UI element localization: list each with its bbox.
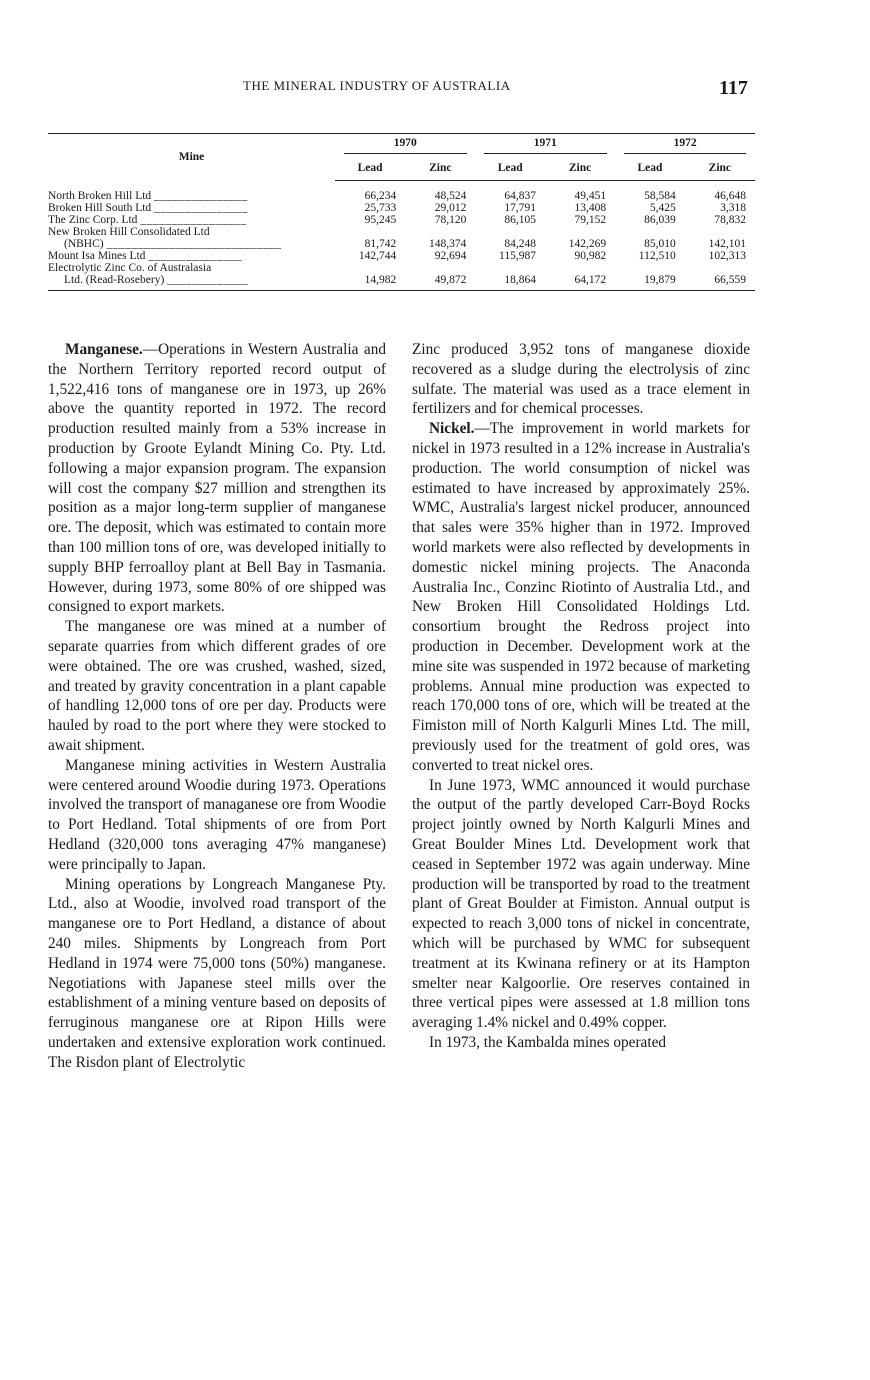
value-cell: 64,837 bbox=[504, 190, 536, 202]
paragraph-nickel bbox=[412, 419, 750, 775]
value-cell: 115,987 bbox=[499, 250, 536, 262]
mine-name-cell bbox=[48, 262, 335, 274]
mine-production-table bbox=[48, 133, 755, 291]
value-cell bbox=[545, 262, 615, 274]
value-cell: 17,791 bbox=[504, 202, 536, 214]
paragraph: Manganese mining activities in Western Australia were centered around Woodie during 1973. Operations involved the transport of managanese ore from Woodie to Port Hedland. Total shipments of ore from Port Hedland (320,000 tons averaging 47% manganese) were principally to Japan. bbox=[48, 756, 386, 873]
value-cell: 49,872 bbox=[405, 274, 475, 291]
table-row bbox=[48, 250, 755, 262]
value-cell bbox=[475, 226, 545, 238]
value-cell: 49,451 bbox=[574, 190, 607, 202]
dot-leader: _______________ bbox=[148, 250, 243, 262]
mine-name-cell bbox=[48, 238, 335, 250]
value-cell bbox=[685, 262, 755, 274]
page-number: 117 bbox=[719, 77, 748, 99]
value-cell: 18,864 bbox=[475, 274, 545, 291]
value-cell bbox=[685, 226, 755, 238]
paragraph-manganese bbox=[48, 340, 386, 617]
value-cell bbox=[615, 226, 685, 238]
column-header-mine: Mine bbox=[48, 134, 335, 181]
run-in-heading-nickel: Nickel. bbox=[429, 420, 475, 438]
mine-name-cell bbox=[48, 202, 335, 214]
table-row bbox=[48, 238, 755, 250]
value-cell: 58,584 bbox=[644, 190, 676, 202]
mine-name-cell bbox=[48, 190, 335, 202]
value-cell: 48,524 bbox=[434, 190, 467, 202]
column-header-year-1970: 1970 bbox=[335, 134, 475, 157]
value-cell: 14,982 bbox=[335, 274, 405, 291]
column-header-lead-1971: Lead bbox=[475, 156, 545, 181]
paragraph: In June 1973, WMC announced it would purchase the output of the partly developed Carr-Boyd Rocks project jointly owned by North Kalgurli Mines and Great Boulder Mines Ltd. Development work that ceased in September 1972 was again underway. Mine production will be transported by road to the treatment plant of Great Boulder at Fimiston. Annual output is expected to reach 3,000 tons of nickel in concentrate, which will be purchased by WMC for subsequent treatment at its Kwinana refinery or at its Hampton smelter near Kalgoorlie. Ore reserves contained in three vertical pipes were assessed at 1.8 million tons averaging 1.4% nickel and 0.49% copper. bbox=[412, 776, 750, 1032]
mine-name: New Broken Hill Consolidated Ltd bbox=[48, 226, 210, 238]
mine-name-cell bbox=[48, 274, 335, 291]
mine-name: Ltd. (Read-Rosebery) bbox=[64, 274, 165, 286]
value-cell bbox=[405, 262, 475, 274]
dot-leader: _____________ bbox=[167, 274, 249, 286]
paragraph: The manganese ore was mined at a number of separate quarries from which different grades of ore were obtained. The ore was crushed, washed, sized, and treated by gravity concentration in a plant capable of handling 12,000 tons of ore per day. Products were hauled by road to the port where they were stocked to await shipment. bbox=[48, 618, 386, 754]
value-cell: 102,313 bbox=[708, 250, 746, 262]
value-cell bbox=[475, 262, 545, 274]
mine-name: (NBHC) bbox=[64, 238, 104, 250]
table-row bbox=[48, 202, 755, 214]
table-row bbox=[48, 226, 755, 238]
value-cell: 90,982 bbox=[574, 250, 607, 262]
dot-leader: _______________ bbox=[154, 190, 248, 202]
value-cell: 86,039 bbox=[644, 214, 676, 226]
column-header-zinc-1971: Zinc bbox=[545, 156, 615, 181]
paragraph: Mining operations by Longreach Manganese Pty. Ltd., also at Woodie, involved road transport of the manganese ore to Port Hedland, a distance of about 240 miles. Shipments by Longreach from Port Hedland in 1974 were 75,000 tons (50%) manganese. Negotiations with Japanese steel mills over the establishment of a mining venture based on deposits of ferruginous manganese ore at Ripon Hills were undertaken and extensive exploration work continued. The Risdon plant of Electrolytic bbox=[48, 875, 386, 1071]
column-header-zinc-1970: Zinc bbox=[405, 156, 475, 181]
table-row bbox=[48, 190, 755, 202]
paragraph-continued: Zinc produced 3,952 tons of manganese dioxide recovered as a sludge during the electrolysis of zinc sulfate. The material was used as a trace element in fertilizers and for chemical processes. bbox=[412, 341, 750, 418]
value-cell: 148,374 bbox=[429, 238, 467, 250]
value-cell bbox=[335, 226, 405, 238]
column-header-year-1972: 1972 bbox=[615, 134, 755, 157]
column-header-lead-1972: Lead bbox=[615, 156, 685, 181]
value-cell: 86,105 bbox=[504, 214, 536, 226]
column-header-lead-1970: Lead bbox=[335, 156, 405, 181]
value-cell: 142,101 bbox=[708, 238, 746, 250]
mine-production-table-container bbox=[48, 133, 755, 291]
value-cell: 81,742 bbox=[364, 238, 397, 250]
value-cell: 92,694 bbox=[434, 250, 467, 262]
value-cell: 64,172 bbox=[545, 274, 615, 291]
value-cell bbox=[615, 262, 685, 274]
paragraph-text: —The improvement in world markets for nickel in 1973 resulted in a 12% increase in Australia's production. The world consumption of nickel was estimated to have increased by approximately 25%. WMC, Australia's largest nickel producer, announced that sales were 35% higher than in 1972. Improved world markets were also reflected by developments in domestic nickel mining projects. The Anaconda Australia Inc., Conzinc Riotinto of Australia Ltd., and New Broken Hill Consolidated Holdings Ltd. consortium brought the Redross project into production in December. Development work at the mine site was suspended in 1972 because of marketing problems. Annual mine production was expected to reach 170,000 tons of ore, which will be treated at the Fimiston mill of North Kalgurli Mines Ltd. The mill, previously used for the treatment of gold ores, was converted to treat nickel ores. bbox=[412, 420, 750, 774]
value-cell: 85,010 bbox=[644, 238, 676, 250]
dot-leader: ____________________________ bbox=[106, 238, 282, 250]
paragraph: In 1973, the Kambalda mines operated bbox=[429, 1033, 667, 1051]
value-cell: 78,120 bbox=[434, 214, 467, 226]
value-cell: 5,425 bbox=[649, 202, 676, 214]
mine-name: North Broken Hill Ltd bbox=[48, 190, 152, 202]
right-text-column bbox=[412, 340, 750, 1053]
mine-name: Broken Hill South Ltd bbox=[48, 202, 152, 214]
column-header-year-1971: 1971 bbox=[475, 134, 615, 157]
value-cell: 79,152 bbox=[574, 214, 607, 226]
mine-name-cell bbox=[48, 250, 335, 262]
dot-leader: _________________ bbox=[140, 214, 247, 226]
mine-name: Mount Isa Mines Ltd bbox=[48, 250, 146, 262]
running-header: THE MINERAL INDUSTRY OF AUSTRALIA bbox=[243, 78, 511, 93]
value-cell: 142,744 bbox=[358, 250, 397, 262]
table-body bbox=[48, 181, 755, 291]
value-cell: 19,879 bbox=[615, 274, 685, 291]
mine-name-cell bbox=[48, 214, 335, 226]
value-cell: 84,248 bbox=[504, 238, 536, 250]
table-row bbox=[48, 262, 755, 274]
value-cell bbox=[335, 262, 405, 274]
mine-name: The Zinc Corp. Ltd bbox=[48, 214, 138, 226]
value-cell: 29,012 bbox=[434, 202, 467, 214]
value-cell: 46,648 bbox=[714, 190, 746, 202]
value-cell: 3,318 bbox=[720, 202, 746, 214]
column-header-zinc-1972: Zinc bbox=[685, 156, 755, 181]
value-cell bbox=[405, 226, 475, 238]
value-cell: 13,408 bbox=[574, 202, 607, 214]
value-cell: 78,832 bbox=[714, 214, 746, 226]
value-cell: 25,733 bbox=[364, 202, 397, 214]
paragraph-text: —Operations in Western Australia and the Northern Territory reported record output of 1,522,416 tons of manganese ore in 1973, up 26% above the quantity reported in 1972. The record production resulted mainly from a 53% increase in production by Groote Eylandt Mining Co. Pty. Ltd. following a major expansion program. The expansion will cost the company $27 million and strengthen its position as a major long-term supplier of manganese ore. The deposit, which was estimated to contain more than 100 million tons of ore, was developed initially to supply BHP ferroalloy plant at Bell Bay in Tasmania. However, during 1973, some 80% of ore shipped was consigned to export markets. bbox=[48, 341, 386, 616]
value-cell: 66,234 bbox=[364, 190, 397, 202]
run-in-heading-manganese: Manganese. bbox=[65, 341, 143, 358]
value-cell: 95,245 bbox=[364, 214, 397, 226]
mine-name-cell bbox=[48, 226, 335, 238]
left-text-column bbox=[48, 340, 386, 1072]
mine-name: Electrolytic Zinc Co. of Australasia bbox=[48, 262, 212, 274]
dot-leader: _______________ bbox=[154, 202, 248, 214]
value-cell: 142,269 bbox=[568, 238, 607, 250]
value-cell: 66,559 bbox=[685, 274, 755, 291]
table-row bbox=[48, 274, 755, 291]
table-row bbox=[48, 214, 755, 226]
value-cell: 112,510 bbox=[638, 250, 676, 262]
value-cell bbox=[545, 226, 615, 238]
